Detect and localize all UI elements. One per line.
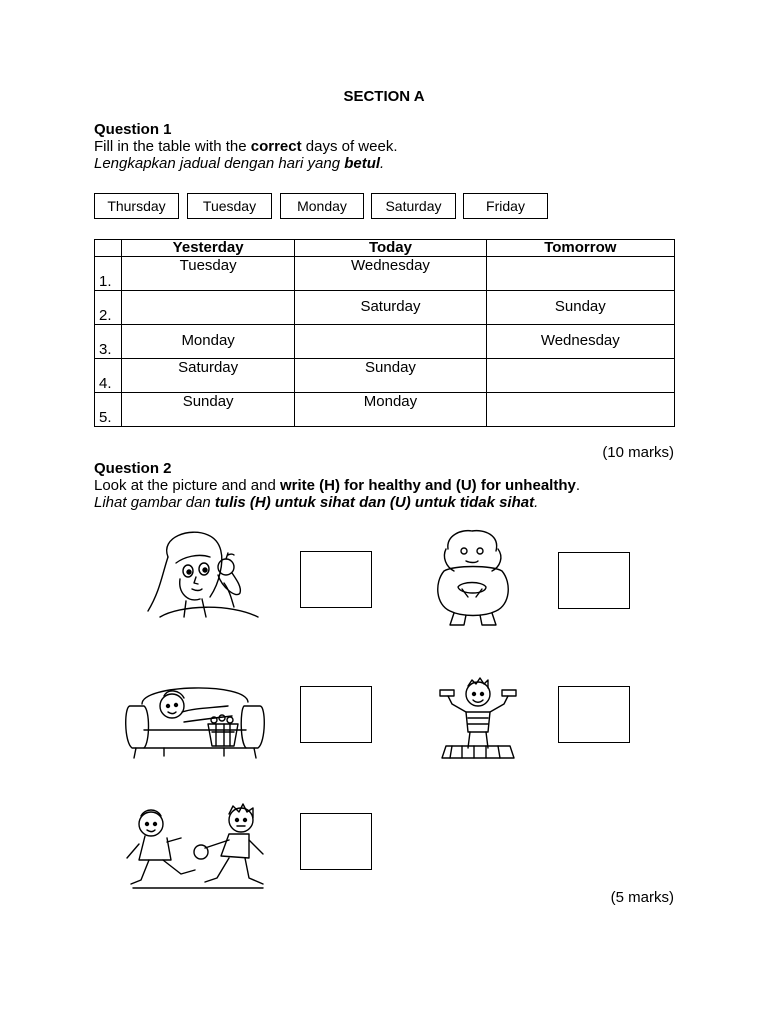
- answer-box[interactable]: [558, 552, 630, 609]
- word-bank-item: Thursday: [94, 193, 179, 219]
- answer-box[interactable]: [300, 813, 372, 870]
- row-number: 5.: [95, 393, 122, 427]
- yesterday-cell[interactable]: Monday: [121, 325, 294, 359]
- question2-instruction-ms: Lihat gambar dan tulis (H) untuk sihat dan (U) untuk tidak sihat.: [94, 494, 539, 511]
- tomorrow-cell[interactable]: [486, 257, 674, 291]
- today-cell[interactable]: Wednesday: [295, 257, 486, 291]
- question1-marks: (10 marks): [602, 444, 674, 461]
- table-row: [95, 325, 675, 359]
- question1-heading: Question 1: [94, 121, 172, 138]
- tomorrow-cell[interactable]: [486, 393, 674, 427]
- table-header-cell: Today: [295, 240, 486, 257]
- yesterday-cell[interactable]: Saturday: [121, 359, 294, 393]
- children-playing-football-icon: [125, 798, 267, 892]
- table-row: [95, 359, 675, 393]
- table-header-cell: [95, 240, 122, 257]
- question1-instruction-en: Fill in the table with the correct days of week.: [94, 138, 398, 155]
- section-title: SECTION A: [343, 88, 425, 105]
- word-bank-item: Friday: [463, 193, 548, 219]
- today-cell[interactable]: Sunday: [295, 359, 486, 393]
- girl-eating-apple-icon: [140, 527, 265, 623]
- question2-marks: (5 marks): [610, 889, 674, 906]
- table-row: [95, 257, 675, 291]
- today-cell[interactable]: Monday: [295, 393, 486, 427]
- overweight-child-eating-icon: [432, 527, 514, 629]
- days-table: [94, 239, 675, 427]
- row-number: 1.: [95, 257, 122, 291]
- word-bank-item: Monday: [280, 193, 364, 219]
- word-bank-item: Saturday: [371, 193, 456, 219]
- table-header-cell: Yesterday: [121, 240, 294, 257]
- tomorrow-cell[interactable]: [486, 359, 674, 393]
- yesterday-cell[interactable]: Tuesday: [121, 257, 294, 291]
- question2-instruction-en: Look at the picture and and write (H) for healthy and (U) for unhealthy.: [94, 477, 580, 494]
- child-on-sofa-with-popcorn-icon: [124, 676, 266, 762]
- row-number: 3.: [95, 325, 122, 359]
- table-row: [95, 291, 675, 325]
- answer-box[interactable]: [558, 686, 630, 743]
- question1-instruction-ms: Lengkapkan jadual dengan hari yang betul.: [94, 155, 385, 172]
- today-cell[interactable]: [295, 325, 486, 359]
- answer-box[interactable]: [300, 686, 372, 743]
- word-bank-item: Tuesday: [187, 193, 272, 219]
- table-header-cell: Tomorrow: [486, 240, 674, 257]
- table-header-row: [95, 240, 675, 257]
- row-number: 2.: [95, 291, 122, 325]
- table-row: [95, 393, 675, 427]
- tomorrow-cell[interactable]: Sunday: [486, 291, 674, 325]
- tomorrow-cell[interactable]: Wednesday: [486, 325, 674, 359]
- yesterday-cell[interactable]: [121, 291, 294, 325]
- today-cell[interactable]: Saturday: [295, 291, 486, 325]
- row-number: 4.: [95, 359, 122, 393]
- yesterday-cell[interactable]: Sunday: [121, 393, 294, 427]
- boy-exercising-dumbbells-icon: [436, 672, 520, 762]
- question2-heading: Question 2: [94, 460, 172, 477]
- answer-box[interactable]: [300, 551, 372, 608]
